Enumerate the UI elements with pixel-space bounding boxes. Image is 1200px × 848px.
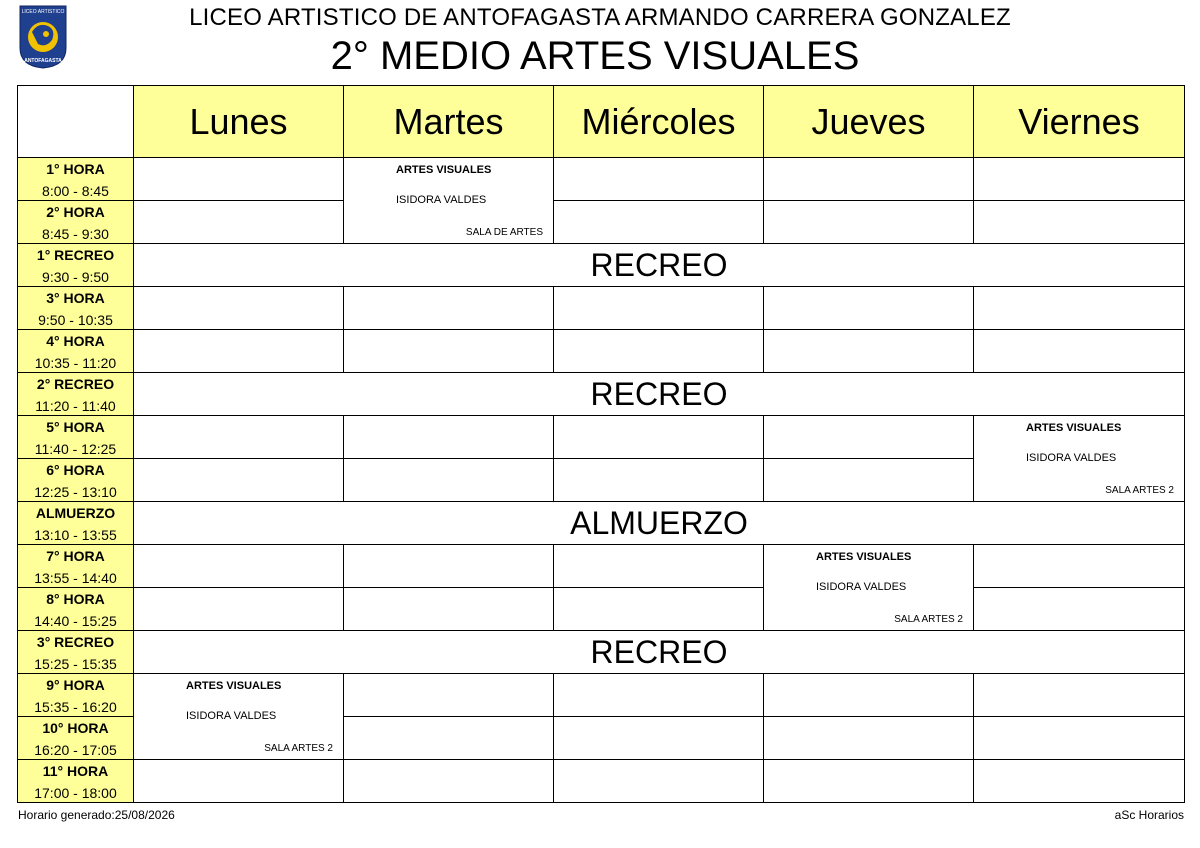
table-row [18, 201, 1185, 244]
period-time: 8:00 - 8:45 [42, 183, 109, 199]
period-cell [18, 674, 134, 717]
school-name: LICEO ARTISTICO DE ANTOFAGASTA ARMANDO CARRERA GONZALEZ [189, 4, 1011, 31]
day-header-miercoles: Miércoles [554, 86, 764, 158]
period-time: 9:50 - 10:35 [38, 312, 113, 328]
empty-slot [344, 588, 554, 631]
class-room: SALA ARTES 2 [1105, 485, 1174, 496]
break-band: RECREO [134, 244, 1185, 287]
period-name: 7° HORA [46, 548, 105, 564]
day-header-lunes: Lunes [134, 86, 344, 158]
period-cell [18, 287, 134, 330]
empty-slot [344, 287, 554, 330]
period-cell [18, 244, 134, 287]
period-cell [18, 373, 134, 416]
empty-slot [764, 760, 974, 803]
empty-slot [554, 287, 764, 330]
class-subject: ARTES VISUALES [396, 164, 492, 176]
corner-cell [18, 86, 134, 158]
empty-slot [764, 330, 974, 373]
empty-slot [554, 158, 764, 201]
empty-slot [554, 674, 764, 717]
logo-text-bottom: ANTOFAGASTA [24, 58, 62, 64]
empty-slot [134, 201, 344, 244]
table-row [18, 158, 1185, 201]
period-time: 16:20 - 17:05 [34, 742, 117, 758]
empty-slot [974, 588, 1185, 631]
empty-slot [134, 287, 344, 330]
empty-slot [344, 545, 554, 588]
period-time: 10:35 - 11:20 [34, 355, 117, 371]
schedule-table [17, 85, 1185, 803]
day-header-jueves: Jueves [764, 86, 974, 158]
empty-slot [974, 760, 1185, 803]
period-name: 11° HORA [42, 763, 109, 779]
table-row [18, 373, 1185, 416]
empty-slot [344, 674, 554, 717]
empty-slot [134, 545, 344, 588]
period-cell [18, 717, 134, 760]
empty-slot [134, 588, 344, 631]
break-band: RECREO [134, 631, 1185, 674]
period-name: 3° HORA [46, 290, 105, 306]
empty-slot [974, 330, 1185, 373]
period-time: 17:00 - 18:00 [34, 785, 117, 801]
empty-slot [974, 674, 1185, 717]
class-teacher: ISIDORA VALDES [396, 194, 487, 206]
empty-slot [554, 760, 764, 803]
table-row [18, 631, 1185, 674]
empty-slot [554, 717, 764, 760]
class-room: SALA ARTES 2 [264, 743, 333, 754]
table-row [18, 674, 1185, 717]
empty-slot [764, 201, 974, 244]
class-block-lunes [134, 674, 344, 760]
period-cell [18, 502, 134, 545]
empty-slot [764, 287, 974, 330]
day-header-martes: Martes [344, 86, 554, 158]
class-room: SALA ARTES 2 [894, 614, 963, 625]
empty-slot [554, 545, 764, 588]
empty-slot [764, 674, 974, 717]
empty-slot [554, 459, 764, 502]
table-row [18, 545, 1185, 588]
period-name: 3° RECREO [36, 634, 115, 650]
table-row [18, 416, 1185, 459]
empty-slot [554, 588, 764, 631]
period-cell [18, 631, 134, 674]
break-band: RECREO [134, 373, 1185, 416]
class-teacher: ISIDORA VALDES [186, 710, 277, 722]
class-teacher: ISIDORA VALDES [1026, 452, 1117, 464]
class-block-viernes [974, 416, 1185, 502]
table-row [18, 588, 1185, 631]
period-time: 11:20 - 11:40 [35, 398, 116, 414]
period-time: 13:10 - 13:55 [34, 527, 117, 543]
empty-slot [974, 287, 1185, 330]
period-name: 5° HORA [46, 419, 105, 435]
period-time: 9:30 - 9:50 [42, 269, 109, 285]
empty-slot [344, 416, 554, 459]
period-cell [18, 545, 134, 588]
empty-slot [344, 760, 554, 803]
empty-slot [974, 717, 1185, 760]
period-time: 11:40 - 12:25 [34, 441, 117, 457]
empty-slot [974, 201, 1185, 244]
day-header-viernes: Viernes [974, 86, 1185, 158]
empty-slot [134, 416, 344, 459]
empty-slot [134, 330, 344, 373]
period-cell [18, 760, 134, 803]
period-name: 2° HORA [46, 204, 105, 220]
period-cell [18, 416, 134, 459]
empty-slot [554, 201, 764, 244]
class-subject: ARTES VISUALES [186, 680, 282, 692]
period-name: 9° HORA [46, 677, 105, 693]
empty-slot [764, 416, 974, 459]
empty-slot [974, 545, 1185, 588]
class-room: SALA DE ARTES [465, 227, 543, 238]
period-cell [18, 588, 134, 631]
period-time: 8:45 - 9:30 [42, 226, 109, 242]
period-name: 8° HORA [46, 591, 105, 607]
period-cell [18, 459, 134, 502]
class-subject: ARTES VISUALES [816, 551, 912, 563]
empty-slot [134, 158, 344, 201]
empty-slot [554, 416, 764, 459]
class-subject: ARTES VISUALES [1026, 422, 1122, 434]
lunch-band: ALMUERZO [134, 502, 1185, 545]
empty-slot [134, 459, 344, 502]
table-row [18, 287, 1185, 330]
period-name: 1° HORA [46, 161, 105, 177]
empty-slot [764, 717, 974, 760]
period-name: ALMUERZO [35, 505, 116, 521]
table-row [18, 330, 1185, 373]
empty-slot [764, 158, 974, 201]
period-name: 2° RECREO [36, 376, 115, 392]
table-row [18, 760, 1185, 803]
empty-slot [344, 459, 554, 502]
period-name: 6° HORA [46, 462, 105, 478]
empty-slot [554, 330, 764, 373]
period-cell [18, 201, 134, 244]
table-row [18, 502, 1185, 545]
empty-slot [134, 760, 344, 803]
course-title: 2° MEDIO ARTES VISUALES [330, 34, 860, 78]
period-time: 14:40 - 15:25 [34, 613, 117, 629]
period-cell [18, 158, 134, 201]
class-block-jueves [764, 545, 974, 631]
table-row [18, 244, 1185, 287]
software-credit: aSc Horarios [1114, 808, 1184, 822]
class-block-martes [344, 158, 554, 244]
logo-text-top: LICEO ARTISTICO [21, 9, 65, 15]
day-header-row [18, 86, 1185, 158]
empty-slot [974, 158, 1185, 201]
period-time: 15:25 - 15:35 [34, 656, 117, 672]
empty-slot [764, 459, 974, 502]
empty-slot [344, 717, 554, 760]
period-name: 1° RECREO [36, 247, 115, 263]
period-time: 12:25 - 13:10 [34, 484, 117, 500]
empty-slot [344, 330, 554, 373]
period-time: 15:35 - 16:20 [34, 699, 117, 715]
generated-date: Horario generado:25/08/2026 [18, 808, 175, 822]
period-name: 4° HORA [46, 333, 105, 349]
period-cell [18, 330, 134, 373]
class-teacher: ISIDORA VALDES [816, 581, 907, 593]
period-time: 13:55 - 14:40 [34, 570, 117, 586]
period-name: 10° HORA [42, 720, 109, 736]
